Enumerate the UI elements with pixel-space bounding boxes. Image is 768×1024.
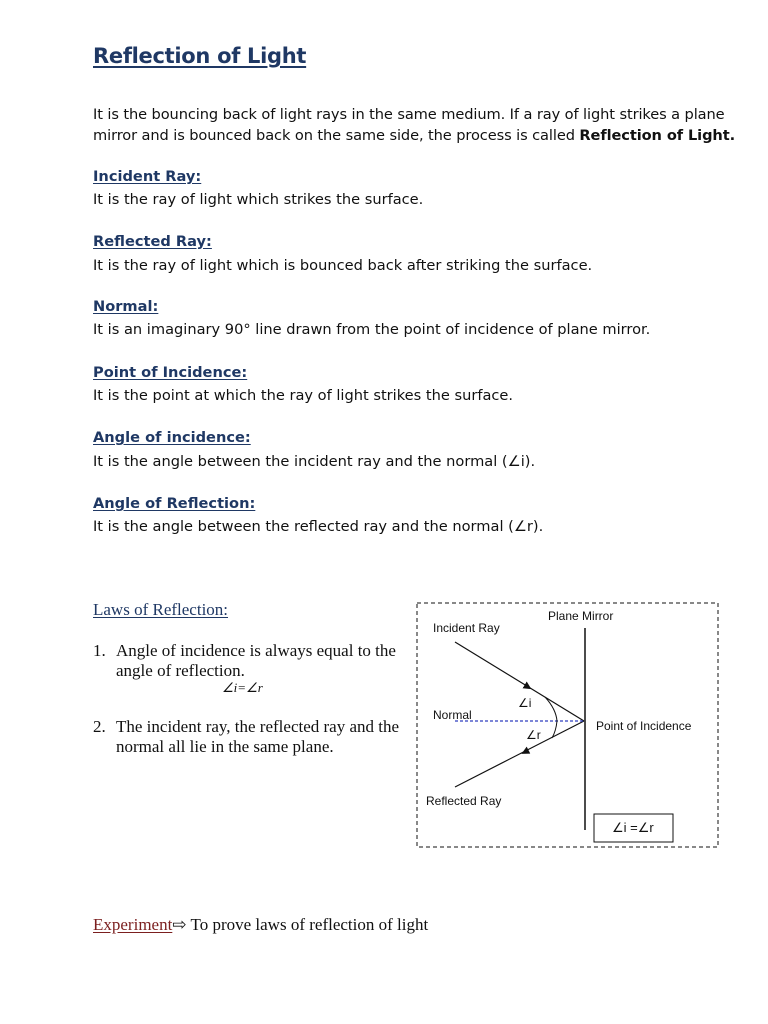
point-of-incidence-label: Point of Incidence [596, 719, 692, 733]
equation-box-text: ∠i =∠r [612, 820, 654, 835]
law-formula: ∠i=∠r [222, 680, 263, 695]
definition-point-of-incidence: It is the point at which the ray of light strikes the surface. [93, 387, 514, 404]
heading-incident-ray: Incident Ray: [93, 168, 202, 185]
angle-i-label: ∠i [518, 696, 532, 710]
experiment-line [93, 915, 428, 935]
experiment-text: To prove laws of reflection of light [186, 915, 429, 934]
definition-angle-of-incidence: It is the angle between the incident ray and the normal (∠i). [93, 453, 536, 470]
reflected-ray-label: Reflected Ray [426, 794, 502, 808]
heading-angle-of-reflection: Angle of Reflection: [93, 495, 256, 512]
heading-normal: Normal: [93, 298, 159, 315]
definition-angle-of-reflection: It is the angle between the reflected ray and the normal (∠r). [93, 518, 544, 535]
law-number: 2. [93, 717, 106, 736]
incident-ray-label: Incident Ray [433, 621, 500, 635]
heading-reflected-ray: Reflected Ray: [93, 233, 212, 250]
laws-title: Laws of Reflection: [93, 600, 229, 619]
definition-reflected-ray: It is the ray of light which is bounced back after striking the surface. [93, 257, 593, 274]
intro-bold: Reflection of Light. [579, 127, 736, 144]
normal-label: Normal [433, 708, 472, 722]
plane-mirror-label: Plane Mirror [548, 609, 614, 623]
law-number: 1. [93, 641, 106, 660]
definition-normal: It is an imaginary 90° line drawn from the point of incidence of plane mirror. [93, 321, 651, 338]
definition-incident-ray: It is the ray of light which strikes the surface. [93, 191, 424, 208]
law-text: Angle of incidence is always equal to the angle of reflection. [116, 641, 396, 680]
reflected-ray-line [455, 721, 584, 787]
intro-text: It is the bouncing back of light rays in the same medium. If a ray of light strikes a plane mirror and is bounced back on the same side, the process is called [93, 106, 725, 144]
law-text: The incident ray, the reflected ray and the normal all lie in the same plane. [116, 717, 400, 756]
experiment-label: Experiment [93, 915, 173, 934]
arrow-icon: ⇨ [172, 915, 187, 934]
page-title: Reflection of Light [93, 44, 307, 68]
heading-angle-of-incidence: Angle of incidence: [93, 429, 251, 446]
angle-r-label: ∠r [526, 728, 541, 742]
heading-point-of-incidence: Point of Incidence: [93, 364, 248, 381]
